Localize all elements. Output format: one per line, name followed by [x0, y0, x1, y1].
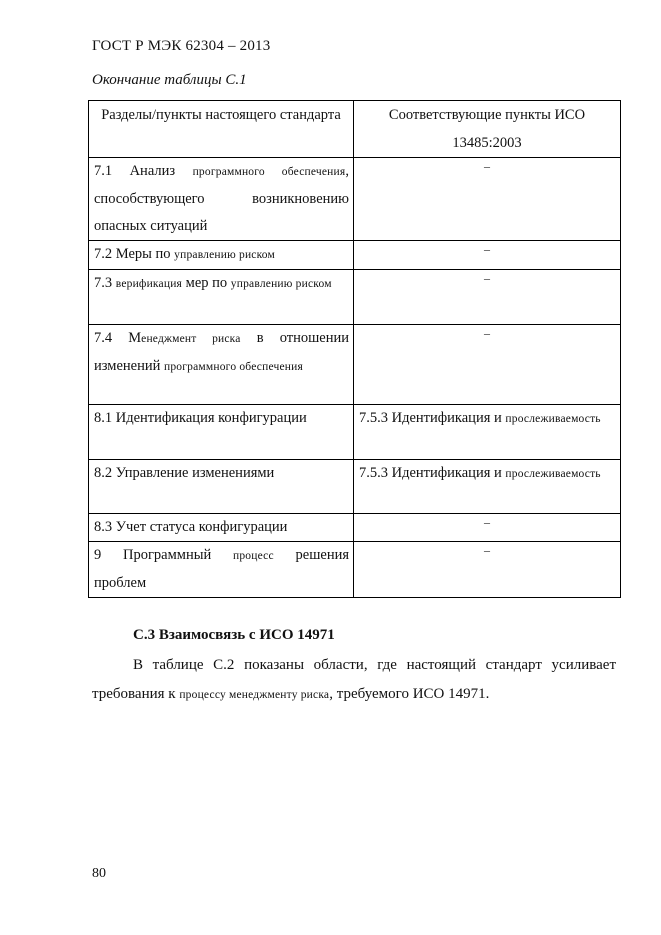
row-cell-section: 8.2 Управление изменениями	[89, 460, 354, 514]
row-cell-iso: –	[354, 270, 621, 325]
row-cell-section: 8.3 Учет статуса конфигурации	[89, 514, 354, 542]
row-cell-section: 7.2 Меры по управлению риском	[89, 241, 354, 270]
section-title: С.3 Взаимосвязь с ИСО 14971	[133, 627, 335, 643]
table-row	[89, 405, 621, 460]
table-row	[89, 514, 621, 542]
row-cell-iso: –	[354, 542, 621, 598]
row-cell-iso: 7.5.3 Идентификация и прослеживаемость	[354, 460, 621, 514]
row-cell-section: 7.3 верификация мер по управлению риском	[89, 270, 354, 325]
row-cell-iso: 7.5.3 Идентификация и прослеживаемость	[354, 405, 621, 460]
table-header-row	[89, 101, 621, 158]
table-row	[89, 542, 621, 598]
correspondence-table	[88, 100, 621, 598]
header-cell-iso-clauses: Соответствующие пункты ИСО 13485:2003	[354, 101, 621, 158]
row-cell-iso: –	[354, 325, 621, 405]
row-cell-section: 9 Программный процесс решения проблем	[89, 542, 354, 598]
body-paragraph: В таблице С.2 показаны области, где настоящий стандарт усиливает требования к процессу менеджменту риска, требуемого ИСО 14971.	[92, 657, 616, 702]
page-number: 80	[92, 866, 106, 881]
row-cell-section: 8.1 Идентификация конфигурации	[89, 405, 354, 460]
row-cell-section: 7.1 Анализ программного обеспечения, способствующего возникновению опасных ситуаций	[89, 158, 354, 241]
row-cell-iso: –	[354, 514, 621, 542]
table-row	[89, 460, 621, 514]
table-caption: Окончание таблицы С.1	[92, 72, 247, 88]
table-row	[89, 158, 621, 241]
table-row	[89, 270, 621, 325]
table-row	[89, 325, 621, 405]
document-header: ГОСТ Р МЭК 62304 – 2013	[92, 38, 271, 54]
row-cell-iso: –	[354, 158, 621, 241]
row-cell-iso: –	[354, 241, 621, 270]
header-cell-sections: Разделы/пункты настоящего стандарта	[89, 101, 354, 158]
row-cell-section: 7.4 Менеджмент риска в отношении изменений программного обеспечения	[89, 325, 354, 405]
table-row	[89, 241, 621, 270]
